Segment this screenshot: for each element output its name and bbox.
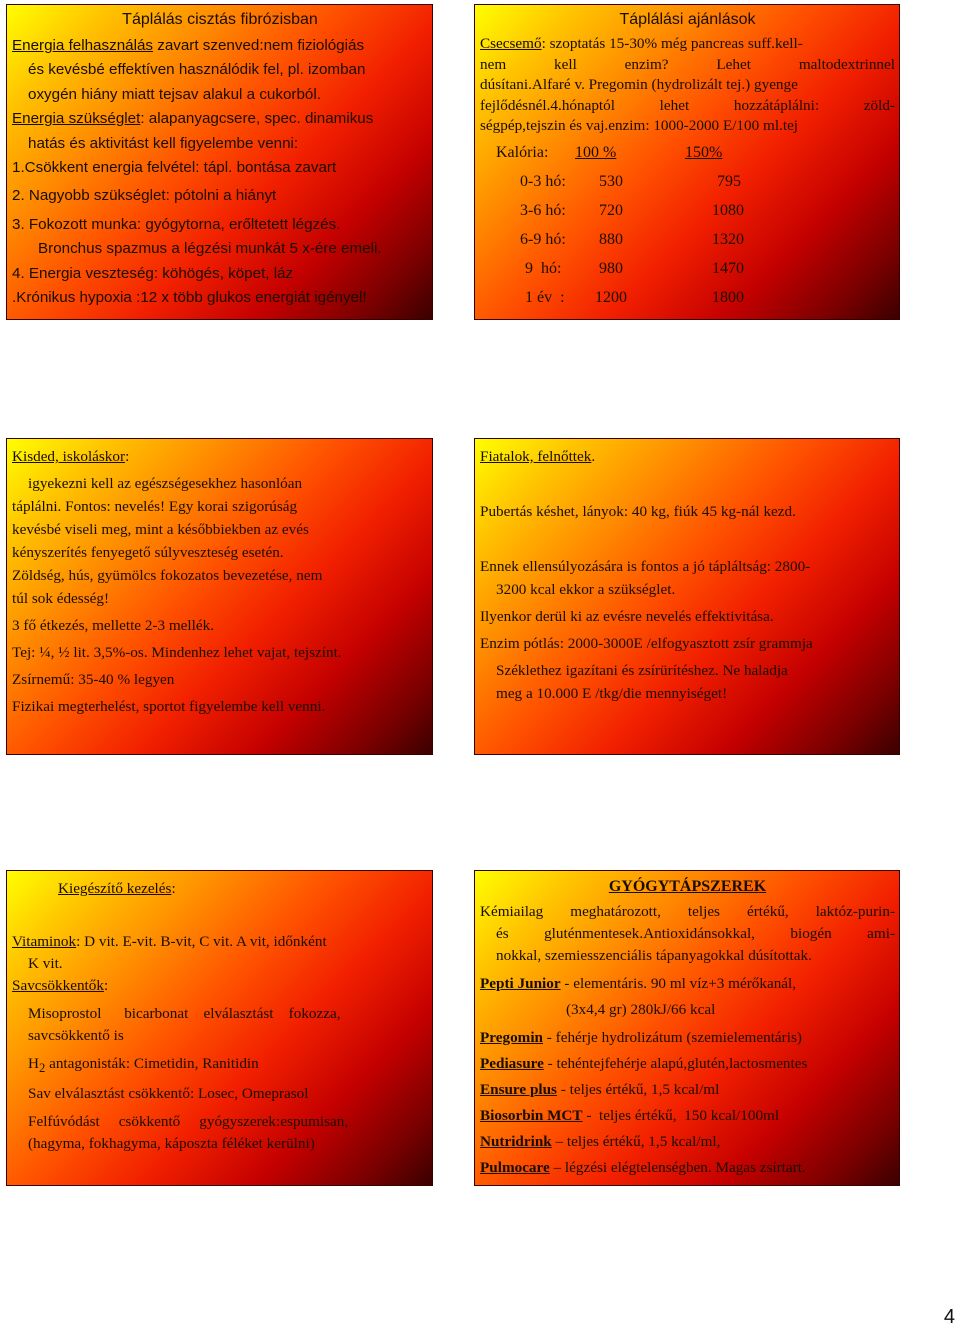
text-line: Ilyenkor derül ki az evésre nevelés effektivitása. bbox=[480, 608, 774, 625]
vitamins-line bbox=[12, 931, 428, 953]
energy-need-line bbox=[12, 107, 428, 131]
acid-reduction-line: Sav elválasztást csökkentő: Losec, Omeprasol bbox=[28, 1085, 309, 1103]
text-line: kényszerítés fenyegető súlyveszteség esetén. bbox=[12, 544, 284, 561]
infant-line5: ségpép,tejszin és vaj.enzim: 1000-2000 E/100 ml.tej bbox=[480, 117, 799, 134]
product-name: Pepti Junior bbox=[480, 975, 561, 992]
product-name: Pregomin bbox=[480, 1029, 543, 1046]
antacids-term: Savcsökkentők bbox=[12, 977, 104, 994]
slide-supplementary-treatment bbox=[6, 870, 433, 1186]
text-line: Ennek ellensúlyozására is fontos a jó tápláltság: 2800- bbox=[480, 558, 811, 575]
product-desc: - tehéntejfehérje alapú,glutén,lactosmentes bbox=[543, 1055, 808, 1072]
text-line: túl sok édesség! bbox=[12, 590, 110, 607]
h2-text: antagonisták: Cimetidin, Ranitidin bbox=[45, 1055, 259, 1072]
text-line: Pubertás késhet, lányok: 40 kg, fiúk 45 kg-nál kezd. bbox=[480, 503, 796, 520]
product-desc: – teljes értékű, 1,5 kcal/ml, bbox=[551, 1133, 721, 1150]
text-line: Tej: ¼, ½ lit. 3,5%-os. Mindenhez lehet vajat, tejszínt. bbox=[12, 644, 342, 661]
calorie-table-row bbox=[480, 284, 895, 311]
energy-need-line2: hatás és aktivitást kell figyelembe venni: bbox=[28, 134, 299, 152]
text-line: 3200 kcal ekkor a szükséglet. bbox=[496, 581, 676, 598]
text-line: táplálni. Fontos: nevelés! Egy korai szigorúság bbox=[12, 498, 298, 515]
vitamins-text: : D vit. E-vit. B-vit, C vit. A vit, időnként bbox=[76, 933, 327, 950]
infant-line bbox=[480, 34, 895, 55]
energy-need-text: : alapanyagcsere, spec. dinamikus bbox=[140, 110, 374, 128]
vitamins-term: Vitaminok bbox=[12, 933, 77, 950]
infant-term: Csecsemő bbox=[480, 35, 542, 52]
slide-title bbox=[12, 878, 428, 900]
page-number: 4 bbox=[943, 1306, 955, 1328]
slide-title: Táplálási ajánlások bbox=[619, 11, 756, 28]
row-label: 3-6 hó: bbox=[520, 201, 566, 219]
text-line: Zsírnemű: 35-40 % legyen bbox=[12, 671, 175, 688]
product-ensure-plus bbox=[480, 1079, 895, 1101]
row-100: 880 bbox=[599, 230, 623, 248]
product-desc: – légzési elégtelenségben. Magas zsírtart. bbox=[549, 1159, 806, 1176]
product-desc: - fehérje hydrolizátum (szemielementáris) bbox=[543, 1029, 802, 1046]
slide-title: GYÓGYTÁPSZEREK bbox=[608, 878, 767, 895]
row-100: 530 bbox=[599, 172, 623, 190]
list-item-2: 2. Nagyobb szükséglet: pótolni a hiányt bbox=[12, 187, 277, 205]
calorie-table-row bbox=[480, 168, 895, 195]
intro-line: nokkal, szemiesszenciális tápanyagokkal dúsítottak. bbox=[496, 947, 812, 964]
product-pulmocare bbox=[480, 1157, 895, 1179]
text-line: Fizikai megterhelést, sportot figyelembe kell venni. bbox=[12, 698, 326, 715]
product-pediasure bbox=[480, 1053, 895, 1075]
text-line: Széklethez igazítani és zsírürítéshez. Ne haladja bbox=[496, 662, 788, 679]
row-label: 1 év : bbox=[525, 288, 565, 306]
misoprostol-line2: savcsökkentő is bbox=[28, 1027, 124, 1044]
slide-feeding-recommendations bbox=[474, 4, 900, 320]
list-item-1: 1.Csökkent energia felvétel: tápl. bontása zavart bbox=[12, 159, 337, 177]
calorie-table-row bbox=[480, 255, 895, 282]
row-150: 1800 bbox=[712, 288, 744, 306]
row-150: 795 bbox=[717, 172, 741, 190]
text-line: 3 fő étkezés, mellette 2-3 mellék. bbox=[12, 617, 214, 634]
header-label: Kalória: bbox=[496, 143, 549, 161]
list-item-3b: Bronchus spazmus a légzési munkát 5 x-ére emeli. bbox=[38, 240, 382, 258]
row-150: 1470 bbox=[712, 259, 744, 277]
product-name: Ensure plus bbox=[480, 1081, 557, 1098]
product-pepti-junior-line2: (3x4,4 gr) 280kJ/66 kcal bbox=[566, 1001, 716, 1018]
product-name: Pediasure bbox=[480, 1055, 544, 1072]
text-line: Enzim pótlás: 2000-3000E /elfogyasztott zsír grammja bbox=[480, 635, 813, 652]
h2-line bbox=[12, 1053, 428, 1079]
row-100: 720 bbox=[599, 201, 623, 219]
slide-cf-nutrition bbox=[6, 4, 433, 320]
title-colon: : bbox=[125, 448, 130, 465]
calorie-table-row bbox=[480, 226, 895, 253]
header-100: 100 % bbox=[575, 143, 617, 161]
product-name: Pulmocare bbox=[480, 1159, 550, 1176]
infant-line4: fejlődésnél.4.hónaptól lehet hozzátáplálni: zöld- bbox=[480, 96, 895, 114]
title-term: Kiegészítő kezelés bbox=[58, 880, 172, 897]
slide-title: Táplálás cisztás fibrózisban bbox=[122, 11, 318, 28]
energy-use-line bbox=[12, 34, 428, 58]
row-label: 6-9 hó: bbox=[520, 230, 566, 248]
product-pepti-junior bbox=[480, 973, 895, 995]
title-dot: . bbox=[591, 448, 596, 465]
antacids-colon: : bbox=[103, 977, 109, 994]
bloating-line: Felfúvódást csökkentő gyógyszerek:espumisan, bbox=[28, 1113, 349, 1131]
bloating-line2: (hagyma, fokhagyma, káposzta féléket kerülni) bbox=[28, 1135, 315, 1153]
row-label: 9 hó: bbox=[525, 259, 562, 277]
product-biosorbin-mct bbox=[480, 1105, 895, 1127]
slide-adolescents-adults bbox=[474, 438, 900, 755]
title-term: Kisded, iskoláskor bbox=[12, 448, 126, 465]
title-term: Fiatalok, felnőttek bbox=[480, 448, 592, 465]
product-nutridrink bbox=[480, 1131, 895, 1153]
vitamins-line2: K vit. bbox=[28, 955, 63, 972]
intro-line: és gluténmentesek.Antioxidánsokkal, biogén ami- bbox=[496, 925, 895, 942]
product-name: Nutridrink bbox=[480, 1133, 552, 1150]
calorie-table-row bbox=[480, 197, 895, 224]
row-150: 1320 bbox=[712, 230, 744, 248]
header-150: 150% bbox=[685, 143, 723, 161]
product-desc: - teljes értékű, 150 kcal/100ml bbox=[582, 1107, 780, 1124]
misoprostol-line: Misoprostol bicarbonat elválasztást fokozza, bbox=[28, 1005, 341, 1022]
text-line: Zöldség, hús, gyümölcs fokozatos bevezetése, nem bbox=[12, 567, 323, 584]
product-desc: - elementáris. 90 ml víz+3 mérőkanál, bbox=[560, 975, 797, 992]
text-line: meg a 10.000 E /tkg/die mennyiséget! bbox=[496, 685, 728, 702]
row-100: 1200 bbox=[595, 288, 627, 306]
h2-letter: H bbox=[28, 1055, 39, 1072]
h2-subscript: 2 bbox=[38, 1061, 46, 1076]
slide-toddler-school-age bbox=[6, 438, 433, 755]
product-name: Biosorbin MCT bbox=[480, 1107, 583, 1124]
row-150: 1080 bbox=[712, 201, 744, 219]
slide-medical-nutrition bbox=[474, 870, 900, 1186]
energy-use-line2: és kevésbé effektíven használódik fel, pl. izomban bbox=[28, 61, 366, 79]
list-item-4: 4. Energia veszteség: köhögés, köpet, láz bbox=[12, 264, 294, 282]
product-desc: - teljes értékű, 1,5 kcal/ml bbox=[556, 1081, 720, 1098]
intro-line: Kémiailag meghatározott, teljes értékű, laktóz-purin- bbox=[480, 903, 895, 920]
antacids-line bbox=[12, 975, 428, 997]
list-item-5: .Krónikus hypoxia :12 x több glukos energiát igényel! bbox=[12, 289, 367, 307]
title-colon: : bbox=[171, 880, 176, 897]
energy-need-term: Energia szükséglet bbox=[12, 110, 141, 128]
slide-title bbox=[480, 445, 895, 468]
infant-line2: nem kell enzim? Lehet maltodextrinnel bbox=[480, 55, 895, 73]
row-label: 0-3 hó: bbox=[520, 172, 566, 190]
row-100: 980 bbox=[599, 259, 623, 277]
infant-text: : szoptatás 15-30% még pancreas suff.kell- bbox=[541, 35, 803, 52]
infant-line3: dúsítani.Alfaré v. Pregomin (hydrolizált tej.) gyenge bbox=[480, 76, 798, 93]
calorie-table-header bbox=[480, 139, 895, 166]
slide-title bbox=[12, 445, 428, 468]
energy-use-text: zavart szenved:nem fiziológiás bbox=[153, 37, 365, 54]
energy-use-term: Energia felhasználás bbox=[12, 37, 153, 54]
energy-use-line3: oxygén hiány miatt tejsav alakul a cukorból. bbox=[28, 85, 321, 103]
list-item-3: 3. Fokozott munka: gyógytorna, erőltetett légzés. bbox=[12, 215, 341, 233]
text-line: kevésbé viseli meg, mint a későbbiekben az evés bbox=[12, 521, 309, 538]
product-pregomin bbox=[480, 1027, 895, 1049]
text-line: igyekezni kell az egészségesekhez hasonlóan bbox=[28, 475, 303, 492]
